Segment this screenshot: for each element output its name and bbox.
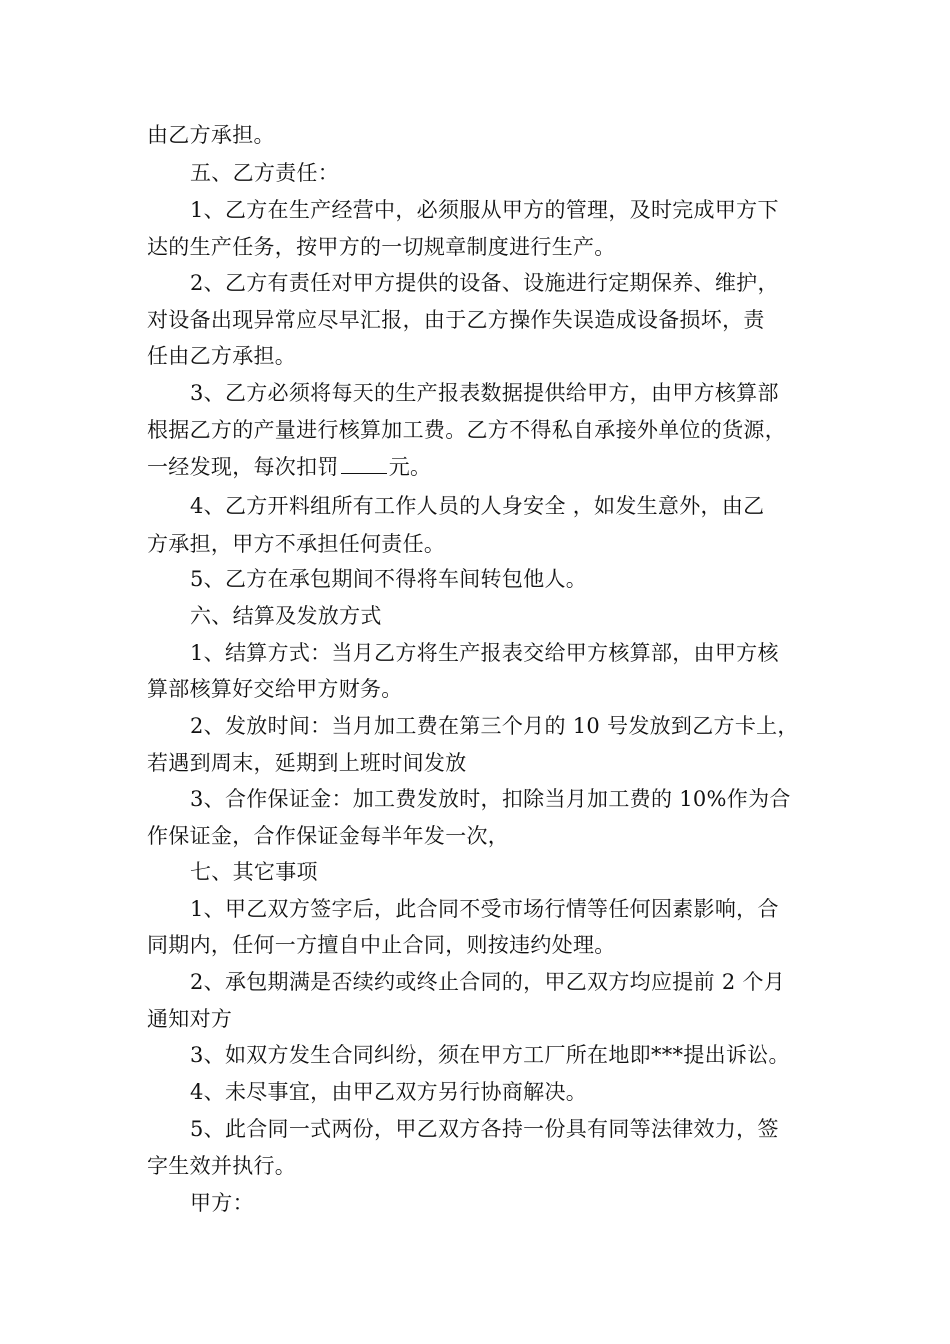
paragraph-line: 字生效并执行。 — [147, 1154, 297, 1178]
signature-label: 甲方： — [190, 1191, 254, 1215]
paragraph-line: 3、如双方发生合同纠纷，须在甲方工厂所在地即***提出诉讼。 — [190, 1043, 790, 1067]
paragraph-line: 达的生产任务，按甲方的一切规章制度进行生产。 — [147, 235, 616, 259]
section-heading: 六、结算及发放方式 — [190, 604, 382, 628]
paragraph-line: 4、乙方开料组所有工作人员的人身安全 ，如发生意外，由乙 — [190, 494, 765, 518]
paragraph-line: 同期内，任何一方擅自中止合同，则按违约处理。 — [147, 933, 616, 957]
paragraph-line: 4、未尽事宜，由甲乙双方另行协商解决。 — [190, 1080, 588, 1104]
paragraph-line: 3、合作保证金：加工费发放时，扣除当月加工费的 10%作为合 — [190, 787, 791, 811]
paragraph-line: 任由乙方承担。 — [147, 344, 297, 368]
paragraph-line: 作保证金，合作保证金每半年发一次， — [147, 824, 510, 848]
paragraph-line: 方承担，甲方不承担任何责任。 — [147, 532, 446, 556]
paragraph-line: 由乙方承担。 — [147, 123, 275, 147]
paragraph-line: 根据乙方的产量进行核算加工费。乙方不得私自承接外单位的货源， — [147, 418, 786, 442]
paragraph-line: 5、乙方在承包期间不得将车间转包他人。 — [190, 567, 588, 591]
paragraph-line: 2、发放时间：当月加工费在第三个月的 10 号发放到乙方卡上， — [190, 714, 799, 738]
paragraph-line: 算部核算好交给甲方财务。 — [147, 677, 403, 701]
paragraph-line: 对设备出现异常应尽早汇报，由于乙方操作失误造成设备损坏，责 — [147, 308, 765, 332]
paragraph-line: 1、乙方在生产经营中，必须服从甲方的管理，及时完成甲方下 — [190, 198, 779, 222]
paragraph-line: 通知对方 — [147, 1007, 233, 1031]
paragraph-line: 1、结算方式：当月乙方将生产报表交给甲方核算部，由甲方核 — [190, 641, 779, 665]
paragraph-text: 一经发现，每次扣罚 — [147, 455, 339, 479]
paragraph-line: 2、乙方有责任对甲方提供的设备、设施进行定期保养、维护， — [190, 271, 779, 295]
paragraph-line: 1、甲乙双方签字后，此合同不受市场行情等任何因素影响，合 — [190, 897, 779, 921]
paragraph-line: 3、乙方必须将每天的生产报表数据提供给甲方，由甲方核算部 — [190, 381, 779, 405]
paragraph-text: 元。 — [388, 455, 432, 479]
section-heading: 七、其它事项 — [190, 860, 318, 884]
paragraph-line-with-blank — [147, 453, 431, 480]
paragraph-line: 2、承包期满是否续约或终止合同的，甲乙双方均应提前 2 个月 — [190, 970, 786, 994]
fill-in-blank — [341, 453, 387, 474]
paragraph-line: 5、此合同一式两份，甲乙双方各持一份具有同等法律效力，签 — [190, 1117, 779, 1141]
section-heading: 五、乙方责任： — [190, 161, 340, 185]
paragraph-line: 若遇到周末，延期到上班时间发放 — [147, 751, 467, 775]
